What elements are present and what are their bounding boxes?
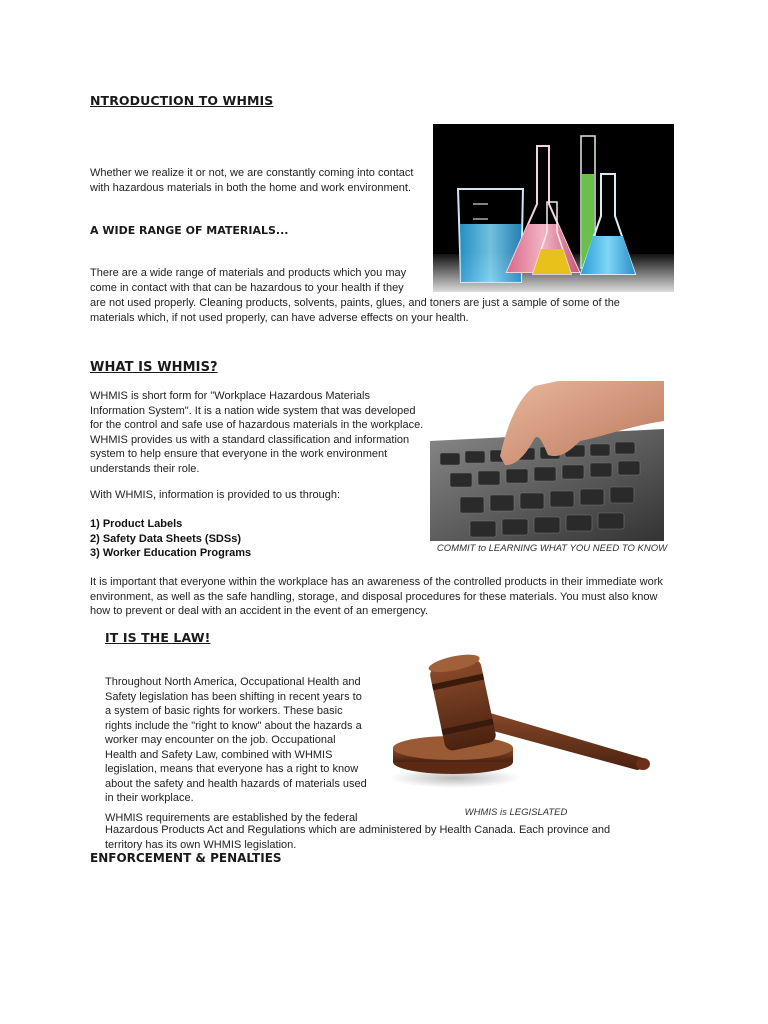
lab-glassware-image [433, 124, 674, 292]
gavel-image-caption: WHMIS is LEGISLATED [464, 807, 568, 818]
what-paragraph-3: It is important that everyone within the workplace has an awareness of the controlled products in their immediate work environment, as well as the safe handling, storage, and disposal procedures for these materials. You must also know how to prevent or deal with an accident in the event of an emergency. [90, 576, 663, 617]
intro-title: NTRODUCTION TO WHMIS [90, 93, 274, 108]
law-paragraph-2-end: Hazardous Products Act and Regulations which are administered by Health Canada. Each province and territory has its own WHMIS legislation. [105, 824, 611, 851]
law-paragraph-2-start: WHMIS requirements are established by the federal [105, 812, 358, 824]
information-sources-list [90, 517, 251, 561]
intro-subheading: A WIDE RANGE OF MATERIALS... [90, 224, 289, 237]
intro-paragraph-2-end: are not used properly. Cleaning products, solvents, paints, glues, and toners are just a sample of some of the materials which, if not used properly, can have adverse effects on your health. [90, 297, 620, 324]
intro-paragraph-2-start: There are a wide range of materials and products which you may come in contact with that can be hazardous to your health if they [90, 267, 407, 294]
what-paragraph-2: With WHMIS, information is provided to us through: [90, 489, 341, 501]
list-item: 1) Product Labels [90, 518, 183, 530]
law-paragraph-1: Throughout North America, Occupational Health and Safety legislation has been shifting in recent years to a system of basic rights for workers. These basic rights include the "right to know" about the hazards a worker may encounter on the job. Occupational Health and Safety Law, combined with WHMIS legislation, means that everyone has a right to know about the safety and health hazards of materials used in their workplace. [105, 676, 367, 804]
gavel-image [385, 650, 660, 800]
law-title: IT IS THE LAW! [105, 630, 211, 645]
enforcement-title: ENFORCEMENT & PENALTIES [90, 851, 282, 865]
list-item: 3) Worker Education Programs [90, 547, 252, 559]
keyboard-hand-image [430, 381, 664, 541]
what-title: WHAT IS WHMIS? [90, 360, 218, 375]
what-paragraph-1: WHMIS is short form for "Workplace Hazardous Materials Information System". It is a nation wide system that was developed for the control and safe use of hazardous materials in the workplace. WHMIS provides us with a standard classification and information system to help ensure that everyone in the work environment understands their role. [90, 390, 424, 475]
list-item: 2) Safety Data Sheets (SDSs) [90, 532, 241, 545]
intro-paragraph-1: Whether we realize it or not, we are constantly coming into contact with hazardous materials in both the home and work environment. [90, 167, 414, 194]
keyboard-image-caption: COMMIT to LEARNING WHAT YOU NEED TO KNOW [436, 543, 668, 554]
